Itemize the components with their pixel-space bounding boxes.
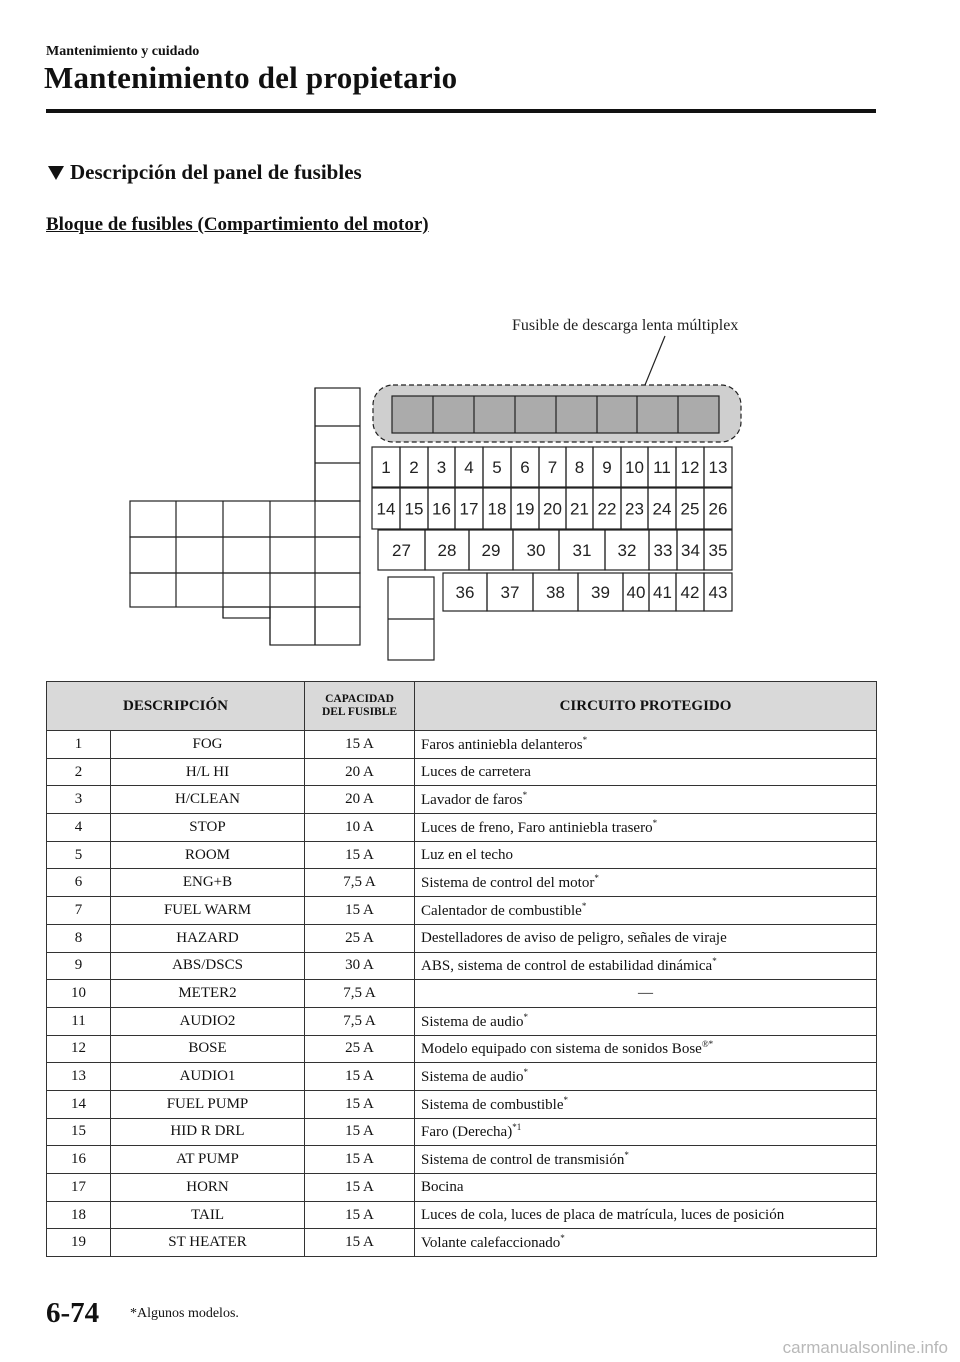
fuse-slot-number: 28 (437, 541, 457, 560)
fuse-number-cell: 11 (47, 1007, 111, 1035)
fuse-table (46, 681, 877, 1257)
fuse-capacity-cell: 20 A (305, 758, 415, 786)
footnote-mark: * (581, 900, 587, 911)
protected-circuit-cell (415, 1174, 877, 1202)
fuse-slot-number: 5 (492, 458, 502, 477)
fuse-description-cell: FOG (111, 731, 305, 759)
left-block-row-1 (130, 501, 360, 537)
subheading: Bloque de fusibles (Compartimiento del motor) (46, 214, 429, 235)
fuse-slot-number: 15 (404, 499, 424, 519)
fuse-description-cell: BOSE (111, 1035, 305, 1063)
fuse-slot-number: 10 (625, 458, 644, 477)
fuse-number-cell: 19 (47, 1229, 111, 1257)
footnote-mark: * (582, 734, 588, 745)
fuse-number-cell: 15 (47, 1118, 111, 1146)
fuse-slot-number: 6 (520, 458, 530, 477)
protected-circuit-cell (415, 869, 877, 897)
table-row (47, 1229, 877, 1257)
section-label: Mantenimiento y cuidado (46, 44, 200, 59)
fuse-slot-number: 3 (436, 458, 447, 477)
fuse-slot-number: 40 (626, 583, 646, 602)
fuse-slot-number: 14 (376, 499, 396, 519)
table-row (47, 1201, 877, 1229)
footnote-mark: * (523, 1067, 528, 1078)
fuse-slot-number: 22 (597, 499, 617, 519)
callout-line (645, 336, 665, 385)
left-block-column (315, 388, 360, 501)
fuse-capacity-cell: 7,5 A (305, 980, 415, 1008)
fuse-number-cell: 10 (47, 980, 111, 1008)
protected-circuit-text: Sistema de control del motor (421, 875, 595, 892)
fuse-slot-number: 41 (653, 583, 672, 602)
protected-circuit-cell (415, 1229, 877, 1257)
fuse-slot-number: 39 (591, 583, 610, 602)
fuse-slot-number: 19 (515, 499, 535, 519)
table-row (47, 1146, 877, 1174)
protected-circuit-text: Calentador de combustible (421, 902, 582, 919)
fuse-number-cell: 13 (47, 1063, 111, 1091)
fuse-capacity-cell: 7,5 A (305, 869, 415, 897)
page-number: 6-74 (46, 1297, 100, 1329)
protected-circuit-text: Lavador de faros (421, 792, 523, 809)
fuse-description-cell: HORN (111, 1174, 305, 1202)
fuse-number-cell: 7 (47, 897, 111, 925)
table-row (47, 1090, 877, 1118)
table-row (47, 897, 877, 925)
fuse-capacity-cell: 15 A (305, 897, 415, 925)
fuse-capacity-cell: 15 A (305, 1090, 415, 1118)
fuse-capacity-cell: 10 A (305, 814, 415, 842)
footnote-mark: * (523, 1011, 528, 1022)
protected-circuit-cell (415, 1090, 877, 1118)
fuse-description-cell: ENG+B (111, 869, 305, 897)
fuse-slot-number: 29 (481, 541, 501, 560)
fuse-number-cell: 18 (47, 1201, 111, 1229)
fuse-slot-number: 7 (547, 458, 558, 477)
table-row (47, 869, 877, 897)
protected-circuit-text: — (638, 985, 654, 1002)
fuse-capacity-cell: 25 A (305, 924, 415, 952)
protected-circuit-text: Luces de freno, Faro antiniebla trasero (421, 819, 653, 836)
table-row (47, 731, 877, 759)
fuse-slot-number: 4 (464, 458, 474, 477)
fuse-slot-number: 25 (680, 499, 700, 519)
title-rule (46, 109, 876, 113)
fuse-capacity-cell: 15 A (305, 1201, 415, 1229)
footnote-mark: * (624, 1150, 629, 1161)
fuse-number-cell: 3 (47, 786, 111, 814)
header-capacity-line2: DEL FUSIBLE (321, 706, 398, 718)
protected-circuit-cell (415, 1201, 877, 1229)
fuse-slot-number: 32 (617, 541, 637, 560)
fuse-slot-number: 9 (602, 458, 612, 477)
protected-circuit-text: Destelladores de aviso de peligro, señales de viraje (421, 929, 727, 946)
protected-circuit-text: Sistema de control de transmisión (421, 1152, 625, 1169)
protected-circuit-cell (415, 1118, 877, 1146)
fuse-slot-number: 35 (708, 541, 728, 560)
section-heading-text: Descripción del panel de fusibles (70, 160, 362, 184)
header-capacity-line1: CAPACIDAD (325, 693, 394, 705)
fuse-slot-number: 34 (681, 541, 700, 560)
fuse-slot-number: 38 (546, 583, 565, 602)
fuse-capacity-cell: 15 A (305, 1063, 415, 1091)
fuse-slot-number: 37 (500, 583, 520, 602)
header-capacity (305, 682, 415, 731)
fuse-block-diagram (0, 300, 960, 670)
protected-circuit-text: ABS, sistema de control de estabilidad dinámica (421, 958, 713, 975)
fuse-description-cell: AT PUMP (111, 1146, 305, 1174)
fuse-slot-number: 24 (652, 499, 672, 519)
table-row (47, 841, 877, 869)
fuse-description-cell: H/L HI (111, 758, 305, 786)
fuse-capacity-cell: 7,5 A (305, 1007, 415, 1035)
protected-circuit-cell (415, 758, 877, 786)
fuse-capacity-cell: 15 A (305, 1118, 415, 1146)
footnote-mark: * (652, 817, 658, 828)
protected-circuit-text: Volante calefaccionado (421, 1235, 561, 1252)
protected-circuit-text: Luz en el techo (421, 846, 514, 863)
table-row (47, 814, 877, 842)
fuse-slot-number: 2 (409, 458, 419, 477)
table-row (47, 952, 877, 980)
footnote-mark: * (522, 790, 528, 801)
table-row (47, 1118, 877, 1146)
fuse-description-cell: STOP (111, 814, 305, 842)
fuse-capacity-cell: 30 A (305, 952, 415, 980)
protected-circuit-cell (415, 1035, 877, 1063)
fuse-slot-number: 11 (653, 458, 671, 477)
fuse-description-cell: AUDIO2 (111, 1007, 305, 1035)
left-block-row-3 (130, 573, 360, 607)
protected-circuit-cell (415, 786, 877, 814)
table-row (47, 924, 877, 952)
protected-circuit-cell (415, 980, 877, 1008)
fuse-description-cell: TAIL (111, 1201, 305, 1229)
fuse-slot-number: 27 (392, 541, 411, 560)
table-row (47, 1035, 877, 1063)
fuse-slot-number: 18 (487, 499, 507, 519)
protected-circuit-text: Faro (Derecha) (421, 1124, 513, 1141)
fuse-slot-number: 12 (680, 458, 700, 477)
fuse-slot-number: 36 (455, 583, 475, 602)
table-row (47, 1174, 877, 1202)
protected-circuit-cell (415, 952, 877, 980)
protected-circuit-cell (415, 1146, 877, 1174)
fuse-capacity-cell: 15 A (305, 731, 415, 759)
fuse-slot-number: 13 (708, 458, 728, 477)
footnote: *Algunos modelos. (130, 1306, 239, 1321)
footnote-mark: ®* (701, 1039, 714, 1050)
protected-circuit-cell (415, 814, 877, 842)
fuse-slot-number: 20 (543, 499, 562, 519)
protected-circuit-cell (415, 1063, 877, 1091)
fuse-description-cell: AUDIO1 (111, 1063, 305, 1091)
fuse-slot-number: 17 (459, 499, 479, 519)
fuse-capacity-cell: 20 A (305, 786, 415, 814)
protected-circuit-text: Luces de cola, luces de placa de matrícula, luces de posición (421, 1206, 785, 1223)
fuse-number-cell: 12 (47, 1035, 111, 1063)
fuse-capacity-cell: 15 A (305, 841, 415, 869)
table-row (47, 786, 877, 814)
section-heading (48, 160, 362, 185)
footnote-mark: * (594, 873, 599, 884)
fuse-number-cell: 2 (47, 758, 111, 786)
watermark: carmanualsonline.info (782, 1338, 948, 1357)
header-circuit: CIRCUITO PROTEGIDO (415, 682, 877, 731)
fuse-capacity-cell: 25 A (305, 1035, 415, 1063)
fuse-description-cell: ROOM (111, 841, 305, 869)
footnote-mark: *1 (512, 1122, 522, 1133)
fuse-slot-number: 31 (572, 541, 592, 560)
fuse-description-cell: H/CLEAN (111, 786, 305, 814)
fuse-slot-number: 16 (432, 499, 451, 519)
fuse-description-cell: METER2 (111, 980, 305, 1008)
fuse-number-cell: 14 (47, 1090, 111, 1118)
fuse-number-cell: 6 (47, 869, 111, 897)
protected-circuit-text: Sistema de audio (421, 1069, 524, 1086)
table-row (47, 758, 877, 786)
fuse-slot-number: 21 (570, 499, 589, 519)
protected-circuit-text: Sistema de combustible (421, 1096, 564, 1113)
fuse-number-cell: 8 (47, 924, 111, 952)
fuse-description-cell: ST HEATER (111, 1229, 305, 1257)
protected-circuit-text: Modelo equipado con sistema de sonidos Bose (421, 1041, 702, 1058)
protected-circuit-text: Sistema de audio (421, 1013, 524, 1030)
protected-circuit-text: Luces de carretera (421, 763, 531, 780)
fuse-number-cell: 17 (47, 1174, 111, 1202)
fuse-number-cell: 16 (47, 1146, 111, 1174)
footnote-mark: * (712, 956, 717, 967)
protected-circuit-cell (415, 841, 877, 869)
callout-label: Fusible de descarga lenta múltiplex (512, 317, 739, 334)
protected-circuit-text: Faros antiniebla delanteros (421, 736, 583, 753)
fuse-capacity-cell: 15 A (305, 1229, 415, 1257)
table-row (47, 1063, 877, 1091)
protected-circuit-cell (415, 897, 877, 925)
protected-circuit-cell (415, 731, 877, 759)
triangle-bullet-icon (48, 166, 64, 180)
footnote-mark: * (560, 1233, 565, 1244)
fuse-number-cell: 1 (47, 731, 111, 759)
fuse-slot-number: 26 (708, 499, 728, 519)
table-row (47, 1007, 877, 1035)
fuse-description-cell: HAZARD (111, 924, 305, 952)
protected-circuit-cell (415, 924, 877, 952)
page-title: Mantenimiento del propietario (44, 60, 458, 95)
fuse-slot-number: 1 (381, 458, 391, 477)
fuse-description-cell: FUEL WARM (111, 897, 305, 925)
fuse-description-cell: FUEL PUMP (111, 1090, 305, 1118)
fuse-description-cell: HID R DRL (111, 1118, 305, 1146)
fuse-slot-number: 43 (708, 583, 728, 602)
fuse-number-cell: 4 (47, 814, 111, 842)
table-row (47, 980, 877, 1008)
protected-circuit-cell (415, 1007, 877, 1035)
fuse-slot-number: 42 (680, 583, 700, 602)
fuse-capacity-cell: 15 A (305, 1174, 415, 1202)
header-description: DESCRIPCIÓN (47, 682, 305, 731)
table-header-row (47, 682, 877, 731)
protected-circuit-text: Bocina (421, 1178, 464, 1195)
fuse-slot-number: 33 (653, 541, 673, 560)
fuse-description-cell: ABS/DSCS (111, 952, 305, 980)
fuse-number-cell: 5 (47, 841, 111, 869)
fuse-capacity-cell: 15 A (305, 1146, 415, 1174)
footnote-mark: * (563, 1094, 568, 1105)
fuse-number-cell: 9 (47, 952, 111, 980)
left-block-row-2 (130, 537, 360, 573)
fuse-slot-number: 8 (574, 458, 585, 477)
fuse-slot-number: 23 (625, 499, 644, 519)
fuse-slot-number: 30 (526, 541, 546, 560)
